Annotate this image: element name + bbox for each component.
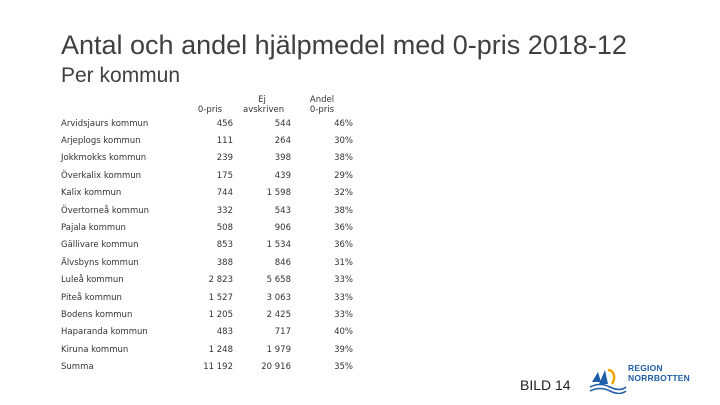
table-row <box>61 150 353 167</box>
zero-price-share: 33% <box>334 309 353 320</box>
municipality-name: Pajala kommun <box>61 223 126 234</box>
not-written-off-count: 5 658 <box>266 275 291 286</box>
municipality-name: Jokkmokks kommun <box>61 153 147 164</box>
table-row <box>61 115 353 132</box>
not-written-off-count: 398 <box>274 153 291 164</box>
municipality-name: Arjeplogs kommun <box>61 136 141 147</box>
zero-price-share: 46% <box>334 118 353 129</box>
header-not-written-off: Ej avskriven <box>243 95 285 115</box>
zero-price-share: 36% <box>334 223 353 234</box>
table-row <box>61 219 353 236</box>
not-written-off-count: 544 <box>274 118 291 129</box>
table-row <box>61 167 353 184</box>
zero-price-count: 483 <box>216 327 233 338</box>
municipality-name: Haparanda kommun <box>61 327 148 338</box>
not-written-off-count: 2 425 <box>266 309 291 320</box>
zero-price-count: 11 192 <box>203 362 233 373</box>
zero-price-share: 32% <box>334 188 353 199</box>
municipality-name: Bodens kommun <box>61 309 133 320</box>
municipality-name: Arvidsjaurs kommun <box>61 118 149 129</box>
header-share-zero-price: Andel 0-pris <box>309 95 335 115</box>
municipality-name: Summa <box>61 362 94 373</box>
table-row <box>61 306 353 323</box>
zero-price-share: 40% <box>334 327 353 338</box>
table-row <box>61 289 353 306</box>
logo-wordmark <box>628 363 690 383</box>
municipality-name: Kalix kommun <box>61 188 122 199</box>
logo-line-norrbotten: NORRBOTTEN <box>628 373 690 383</box>
not-written-off-count: 439 <box>274 170 291 181</box>
region-norrbotten-logo <box>588 362 708 396</box>
zero-price-share: 39% <box>334 344 353 355</box>
table-row <box>61 324 353 341</box>
zero-price-count: 508 <box>216 223 233 234</box>
zero-price-count: 111 <box>216 136 233 147</box>
zero-price-share: 31% <box>334 257 353 268</box>
header-name <box>61 90 187 115</box>
logo-line-region: REGION <box>628 363 663 373</box>
not-written-off-count: 20 916 <box>261 362 291 373</box>
zero-price-share: 38% <box>334 205 353 216</box>
municipality-name: Luleå kommun <box>61 275 124 286</box>
zero-price-count: 1 205 <box>208 309 233 320</box>
slide-title: Antal och andel hjälpmedel med 0-pris 2018-12 <box>61 30 627 60</box>
zero-price-count: 1 527 <box>208 292 233 303</box>
table-row <box>61 341 353 358</box>
zero-price-share: 35% <box>334 362 353 373</box>
not-written-off-count: 1 979 <box>266 344 291 355</box>
zero-price-count: 853 <box>216 240 233 251</box>
zero-price-share: 33% <box>334 292 353 303</box>
not-written-off-count: 1 598 <box>266 188 291 199</box>
zero-price-share: 36% <box>334 240 353 251</box>
table-row <box>61 132 353 149</box>
not-written-off-count: 264 <box>274 136 291 147</box>
municipality-name: Älvsbyns kommun <box>61 257 139 268</box>
table-row <box>61 185 353 202</box>
slide-number: BILD 14 <box>520 377 571 393</box>
zero-price-count: 744 <box>216 188 233 199</box>
zero-price-share: 29% <box>334 170 353 181</box>
municipality-name: Kiruna kommun <box>61 344 129 355</box>
table-header-row <box>61 90 353 115</box>
zero-price-count: 1 248 <box>208 344 233 355</box>
zero-price-count: 388 <box>216 257 233 268</box>
table-row <box>61 272 353 289</box>
zero-price-count: 456 <box>216 118 233 129</box>
municipality-table <box>61 90 353 376</box>
municipality-name: Piteå kommun <box>61 292 122 303</box>
zero-price-count: 332 <box>216 205 233 216</box>
not-written-off-count: 906 <box>274 223 291 234</box>
not-written-off-count: 717 <box>274 327 291 338</box>
zero-price-count: 2 823 <box>208 275 233 286</box>
municipality-name: Övertorneå kommun <box>61 205 150 216</box>
zero-price-share: 33% <box>334 275 353 286</box>
logo-mark-icon <box>588 362 628 394</box>
table-row <box>61 202 353 219</box>
not-written-off-count: 1 534 <box>266 240 291 251</box>
zero-price-count: 175 <box>216 170 233 181</box>
table-row <box>61 237 353 254</box>
not-written-off-count: 3 063 <box>266 292 291 303</box>
slide-subtitle: Per kommun <box>61 64 181 87</box>
municipality-name: Överkalix kommun <box>61 170 142 181</box>
header-zero-price: 0-pris <box>197 105 223 115</box>
table-row <box>61 254 353 271</box>
not-written-off-count: 543 <box>274 205 291 216</box>
municipality-name: Gällivare kommun <box>61 240 139 251</box>
zero-price-share: 30% <box>334 136 353 147</box>
zero-price-count: 239 <box>216 153 233 164</box>
table-total-row <box>61 358 353 375</box>
zero-price-share: 38% <box>334 153 353 164</box>
not-written-off-count: 846 <box>274 257 291 268</box>
